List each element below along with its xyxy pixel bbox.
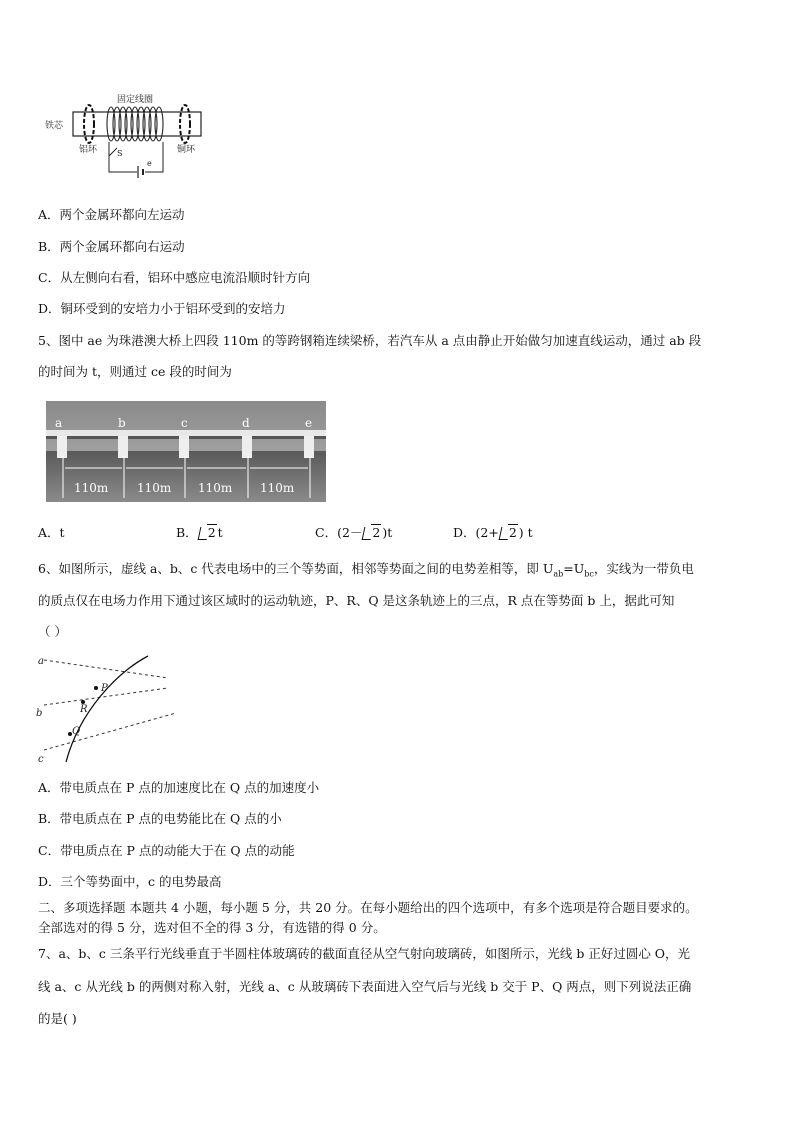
sqrt-symbol: 2 xyxy=(500,525,518,541)
q6-stem-line2: 的质点仅在电场力作用下通过该区域时的运动轨迹，P、R、Q 是这条轨迹上的三点，R 点在等势面 b 上，据此可知 xyxy=(38,593,675,608)
point-label-e: e xyxy=(305,416,313,430)
point-label-a: a xyxy=(55,416,63,430)
coil-ring-figure xyxy=(45,90,210,180)
label-P: P xyxy=(101,683,108,694)
label-c: c xyxy=(38,754,44,765)
battery-label: e xyxy=(147,159,152,168)
bridge-figure xyxy=(46,401,326,502)
copper-ring xyxy=(180,105,190,143)
equipotential-figure xyxy=(36,650,176,765)
span-label-1: 110m xyxy=(74,481,109,495)
aluminum-ring xyxy=(84,105,94,143)
span-label-2: 110m xyxy=(137,481,172,495)
q5-stem-line1: 5、图中 ae 为珠港澳大桥上四段 110m 的等跨钢箱连续梁桥，若汽车从 a 点由静止开始做匀加速直线运动，通过 ab 段 xyxy=(38,333,702,348)
point-P xyxy=(94,686,98,690)
q6-option-c: C．带电质点在 P 点的动能大于在 Q 点的动能 xyxy=(38,843,295,858)
point-label-c: c xyxy=(181,416,188,430)
label-Q: Q xyxy=(72,726,81,737)
q7-stem-line2: 线 a、c 从光线 b 的两侧对称入射，光线 a、c 从玻璃砖下表面进入空气后与光线 b 交于 P、Q 两点，则下列说法正确 xyxy=(38,979,692,994)
copper-ring-label: 铜环 xyxy=(177,145,196,155)
sqrt-symbol: 2 xyxy=(363,525,381,541)
bridge-deck xyxy=(46,430,326,436)
span-label-4: 110m xyxy=(260,481,295,495)
q5-option-d: D．(2+ 2 ) t xyxy=(453,525,533,540)
section2-header-line1: 二、多项选择题 本题共 4 小题，每小题 5 分，共 20 分。在每小题给出的四个选项中，有多个选项是符合题目要求的。 xyxy=(38,900,698,915)
fixed-coil-label: 固定线圈 xyxy=(117,95,154,105)
point-label-b: b xyxy=(118,416,126,430)
q7-stem-line3: 的是( ) xyxy=(38,1011,77,1026)
trajectory xyxy=(66,656,148,762)
q6-option-a: A．带电质点在 P 点的加速度比在 Q 点的加速度小 xyxy=(38,780,320,795)
point-label-d: d xyxy=(242,416,250,430)
switch xyxy=(109,148,117,156)
q4-option-b: B．两个金属环都向右运动 xyxy=(38,239,185,254)
q5-option-c: C．(2－ 2 )t xyxy=(315,525,393,540)
q6-stem-line3: （ ） xyxy=(38,624,67,639)
q6-option-b: B．带电质点在 P 点的电势能比在 Q 点的小 xyxy=(38,811,282,826)
q5-option-b: B． 2 t xyxy=(176,525,223,540)
q4-option-c: C．从左侧向右看，铝环中感应电流沿顺时针方向 xyxy=(38,270,311,285)
q6-stem-line1: 6、如图所示，虚线 a、b、c 代表电场中的三个等势面，相邻等势面之间的电势差相等，即 $U_{ab}=U_{bc}$，实线为一带负电 xyxy=(38,561,694,579)
section2-header-line2: 全部选对的得 5 分，选对但不全的得 3 分，有选错的得 0 分。 xyxy=(38,920,386,935)
label-b: b xyxy=(36,708,43,719)
label-R: R xyxy=(80,704,88,715)
equipotential-lines xyxy=(44,660,176,750)
span-label-3: 110m xyxy=(198,481,233,495)
label-a: a xyxy=(38,656,44,667)
sqrt-symbol: 2 xyxy=(199,525,217,541)
q6-option-d: D．三个等势面中，c 的电势最高 xyxy=(38,874,222,889)
aluminum-ring-label: 铝环 xyxy=(79,145,98,155)
q5-stem-line2: 的时间为 t，则通过 ce 段的时间为 xyxy=(38,364,232,379)
q4-option-d: D．铜环受到的安培力小于铝环受到的安培力 xyxy=(38,301,286,316)
switch-label: S xyxy=(117,149,123,158)
q5-option-a: A．t xyxy=(38,525,65,540)
q7-stem-line1: 7、a、b、c 三条平行光线垂直于半圆柱体玻璃砖的截面直径从空气射向玻璃砖，如图所示，光线 b 正好过圆心 O，光 xyxy=(38,946,691,961)
q4-option-a: A．两个金属环都向左运动 xyxy=(38,207,185,222)
iron-core-label: 铁芯 xyxy=(45,121,64,131)
